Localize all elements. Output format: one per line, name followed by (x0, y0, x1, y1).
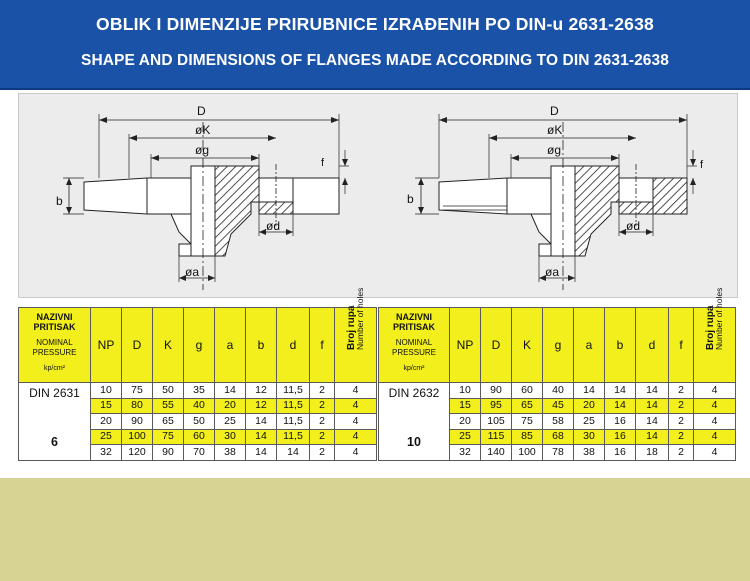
table-cell: 50 (184, 414, 215, 430)
col-K: K (153, 308, 184, 383)
col-D: D (481, 308, 512, 383)
table-cell: 14 (636, 398, 669, 414)
table-cell: 2 (310, 445, 335, 461)
table-cell: 16 (605, 445, 636, 461)
table-cell: 2 (669, 445, 694, 461)
table-cell: 4 (694, 429, 736, 445)
table-cell: 65 (153, 414, 184, 430)
table-cell: 4 (335, 445, 377, 461)
table-cell: 4 (694, 445, 736, 461)
col-a: a (574, 308, 605, 383)
table-cell: 68 (543, 429, 574, 445)
col-a: a (215, 308, 246, 383)
table-cell: 32 (450, 445, 481, 461)
dim-label-f-right: f (700, 159, 704, 171)
dim-label-D: D (197, 104, 206, 118)
table-cell: 16 (605, 414, 636, 430)
table-cell: 115 (481, 429, 512, 445)
table-cell: 12 (246, 398, 277, 414)
table-cell: 30 (215, 429, 246, 445)
table-cell: 2 (669, 398, 694, 414)
table-cell: 11,5 (277, 398, 310, 414)
table-cell: 18 (636, 445, 669, 461)
col-b: b (605, 308, 636, 383)
pressure-header: NAZIVNI PRITISAK NOMINAL PRESSURE kp/cm² (379, 308, 450, 383)
dim-label-K-right: øK (547, 123, 563, 137)
table-cell: 100 (122, 429, 153, 445)
table-cell: 95 (481, 398, 512, 414)
table-cell: 14 (636, 383, 669, 399)
table-cell: 2 (669, 383, 694, 399)
table-cell: 60 (512, 383, 543, 399)
col-np: NP (91, 308, 122, 383)
table-cell: 2 (310, 429, 335, 445)
table-cell: 11,5 (277, 429, 310, 445)
table-cell: 105 (481, 414, 512, 430)
table-cell: 15 (450, 398, 481, 414)
footer-band (0, 478, 750, 581)
table-cell: 100 (512, 445, 543, 461)
pressure-header: NAZIVNI PRITISAK NOMINAL PRESSURE kp/cm² (19, 308, 91, 383)
dim-label-b-right: b (407, 192, 414, 206)
table-cell: 14 (605, 398, 636, 414)
table-cell: 2 (310, 398, 335, 414)
dim-label-b: b (56, 194, 63, 208)
table-cell: 140 (481, 445, 512, 461)
table-cell: 2 (310, 414, 335, 430)
dim-label-a: øa (185, 265, 200, 279)
table-cell: 2 (669, 414, 694, 430)
table-cell: 38 (574, 445, 605, 461)
col-holes: Broj rupa Number of holes (335, 308, 377, 383)
dimension-table-din-2632 (378, 287, 736, 461)
table-cell: 4 (694, 414, 736, 430)
table-cell: 38 (215, 445, 246, 461)
title-english: SHAPE AND DIMENSIONS OF FLANGES MADE ACCORDING TO DIN 2631-2638 (81, 52, 669, 69)
table-cell: 40 (543, 383, 574, 399)
table-cell: 40 (184, 398, 215, 414)
table-cell: 14 (277, 445, 310, 461)
table-cell: 12 (246, 383, 277, 399)
table-cell: 4 (335, 383, 377, 399)
table-cell: 90 (153, 445, 184, 461)
table-cell: 4 (335, 398, 377, 414)
flange-drawing-weld-neck (56, 104, 349, 290)
table-cell: 35 (184, 383, 215, 399)
table-cell: 65 (512, 398, 543, 414)
table-cell: 25 (215, 414, 246, 430)
table-cell: 20 (215, 398, 246, 414)
table-cell: 70 (184, 445, 215, 461)
pressure-value: 6 (51, 435, 58, 449)
dim-label-g: øg (195, 143, 210, 157)
col-f: f (669, 308, 694, 383)
table-cell: 50 (153, 383, 184, 399)
table-cell: 85 (512, 429, 543, 445)
table-cell: 75 (122, 383, 153, 399)
dimension-table-din-2631 (18, 287, 377, 461)
col-d: d (277, 308, 310, 383)
col-K: K (512, 308, 543, 383)
drawing-panel (18, 93, 738, 298)
pressure-value: 10 (407, 435, 421, 449)
table-cell: 10 (450, 383, 481, 399)
table-cell: 10 (91, 383, 122, 399)
dim-label-f: f (321, 157, 325, 169)
table-cell: 11,5 (277, 414, 310, 430)
table-cell: 14 (636, 414, 669, 430)
table-cell: 45 (543, 398, 574, 414)
table-cell: 25 (574, 414, 605, 430)
table-cell: 58 (543, 414, 574, 430)
table-cell: 4 (694, 383, 736, 399)
table-cell: 2 (669, 429, 694, 445)
table-cell: 4 (335, 414, 377, 430)
dim-label-K: øK (195, 123, 211, 137)
table-cell: 14 (215, 383, 246, 399)
table-cell: 2 (310, 383, 335, 399)
table-cell: 15 (91, 398, 122, 414)
col-np: NP (450, 308, 481, 383)
table-cell: 14 (636, 429, 669, 445)
col-d: d (636, 308, 669, 383)
table-cell: 20 (450, 414, 481, 430)
table-cell: 90 (122, 414, 153, 430)
standard-cell: DIN 2632 10 (379, 383, 450, 461)
page-header (0, 0, 750, 90)
table-cell: 14 (246, 445, 277, 461)
table-cell: 14 (605, 383, 636, 399)
dim-label-a-right: øa (545, 265, 560, 279)
table-cell: 75 (153, 429, 184, 445)
table-cell: 4 (694, 398, 736, 414)
table-cell: 20 (91, 414, 122, 430)
table-cell: 14 (574, 383, 605, 399)
table-cell: 78 (543, 445, 574, 461)
table-cell: 14 (246, 429, 277, 445)
dim-label-d-right: ød (626, 219, 641, 233)
col-holes: Broj rupa Number of holes (694, 308, 736, 383)
table-cell: 80 (122, 398, 153, 414)
dim-label-g-right: øg (547, 143, 562, 157)
dim-label-D-right: D (550, 104, 559, 118)
table-cell: 11,5 (277, 383, 310, 399)
table-cell: 14 (246, 414, 277, 430)
table-cell: 32 (91, 445, 122, 461)
col-f: f (310, 308, 335, 383)
standard-cell: DIN 2631 6 (19, 383, 91, 461)
table-cell: 16 (605, 429, 636, 445)
dim-label-d: ød (266, 219, 281, 233)
table-cell: 55 (153, 398, 184, 414)
col-g: g (543, 308, 574, 383)
table-cell: 20 (574, 398, 605, 414)
table-cell: 120 (122, 445, 153, 461)
table-cell: 60 (184, 429, 215, 445)
table-cell: 75 (512, 414, 543, 430)
col-D: D (122, 308, 153, 383)
table-cell: 25 (450, 429, 481, 445)
col-g: g (184, 308, 215, 383)
table-cell: 25 (91, 429, 122, 445)
table-cell: 90 (481, 383, 512, 399)
title-croatian: OBLIK I DIMENZIJE PRIRUBNICE IZRAĐENIH PO DIN-u 2631-2638 (96, 14, 654, 34)
table-cell: 4 (335, 429, 377, 445)
col-b: b (246, 308, 277, 383)
table-cell: 30 (574, 429, 605, 445)
flange-drawing-variant (407, 104, 704, 290)
